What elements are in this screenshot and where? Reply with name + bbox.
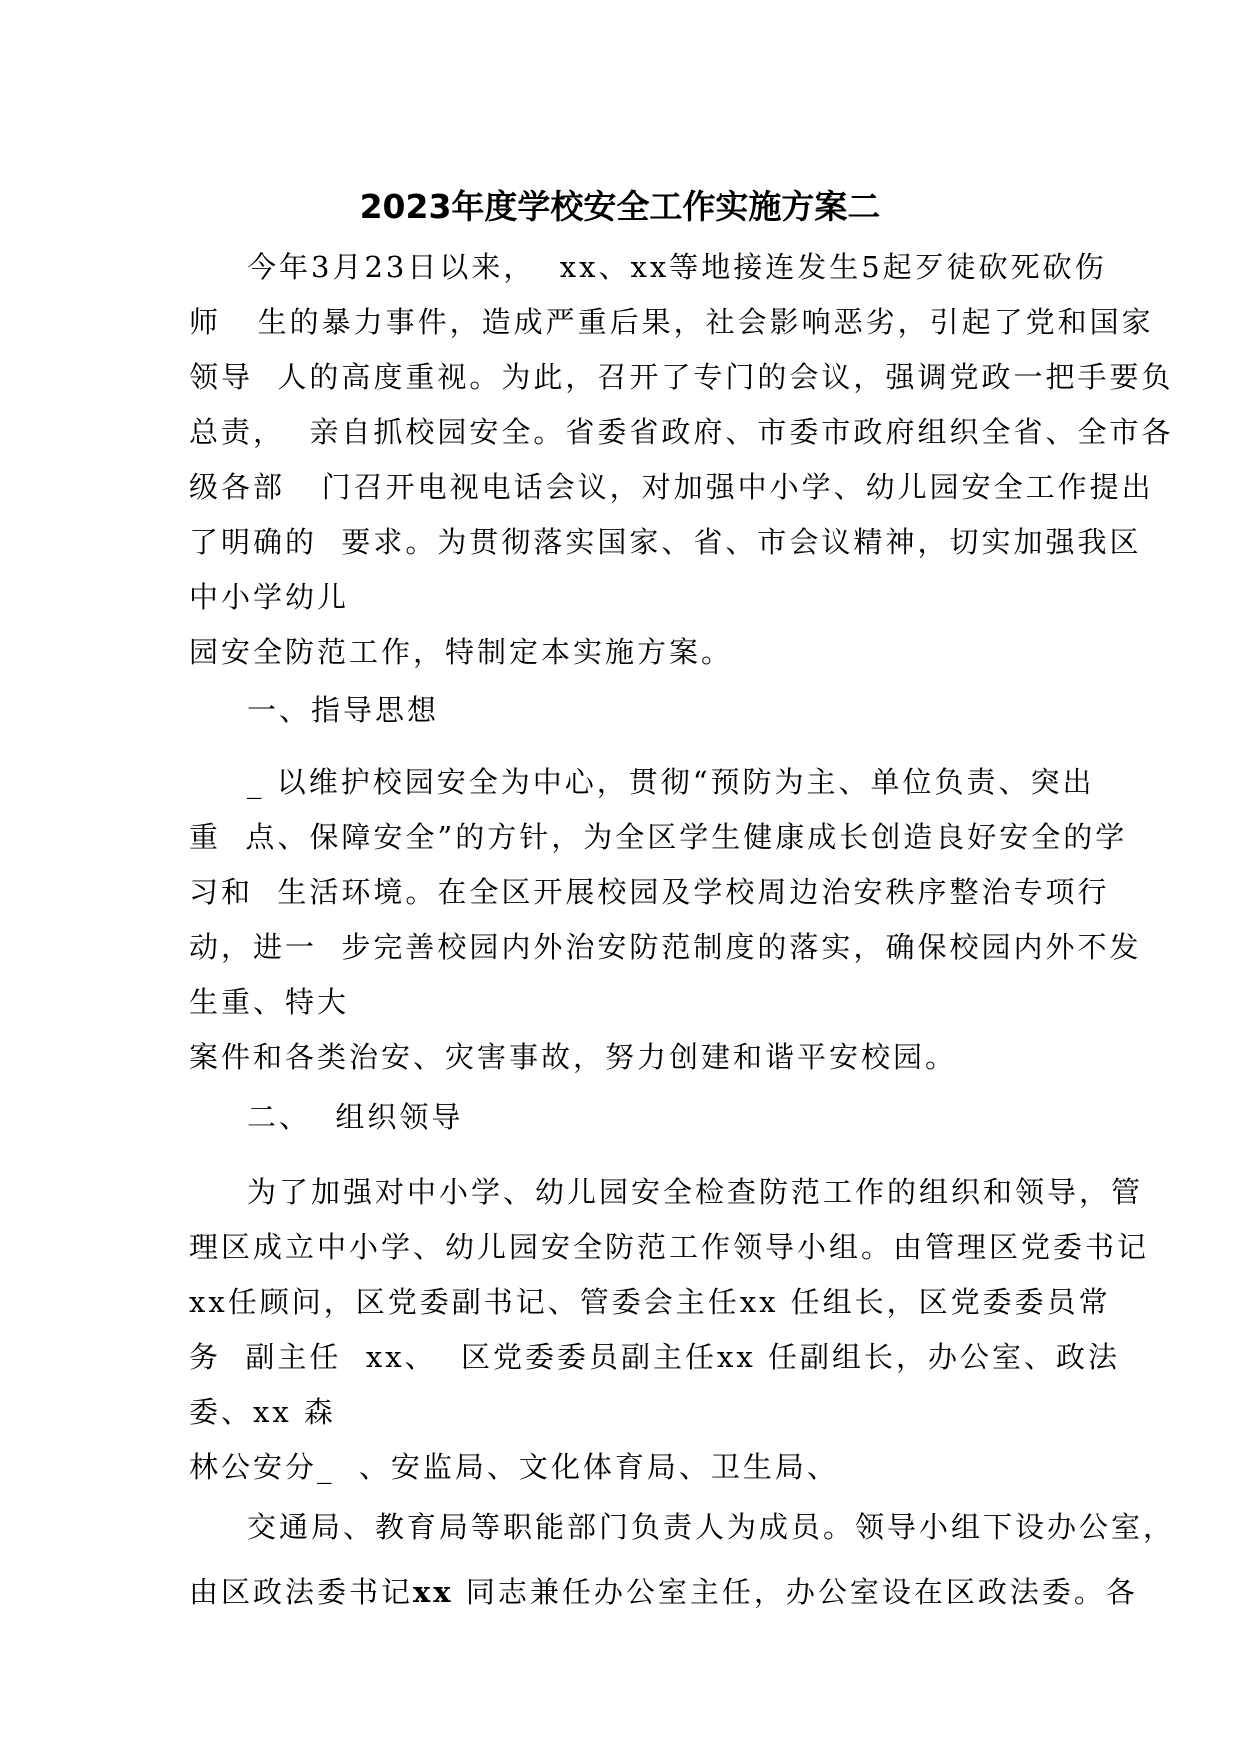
paragraph-line: 重 点、保障安全”的方针，为全区学生健康成长创造良好安全的学 [189,820,1128,854]
paragraph-line [189,1570,1138,1614]
paragraph-line: 今年3月23日以来， xx、xx等地接连发生5起歹徒砍死砍伤 [247,250,1107,284]
paragraph-line: 务 副主任 xx、 区党委委员副主任xx 任副组长，办公室、政法 [189,1340,1120,1374]
document-title: 2023年度学校安全工作实施方案二 [359,187,881,226]
paragraph-line: 交通局、教育局等职能部门负责人为成员。领导小组下设办公室， [247,1510,1176,1544]
paragraph-line: _ 以维护校园安全为中心，贯彻“预防为主、单位负责、突出 [247,765,1095,799]
paragraph-line: 案件和各类治安、灾害事故，努力创建和谐平安校园。 [189,1040,958,1074]
paragraph-line: 师 生的暴力事件，造成严重后果，社会影响恶劣，引起了党和国家 [189,305,1154,339]
paragraph-line: 习和 生活环境。在全区开展校园及学校周边治安秩序整治专项行 [189,875,1110,909]
paragraph-line: 中小学幼儿 [189,580,350,614]
section-heading-organization: 二、 组织领导 [247,1100,464,1134]
paragraph-line: 总责， 亲自抓校园安全。省委省政府、市委市政府组织全省、全市各 [189,415,1174,449]
paragraph-line: xx任顾问，区党委副书记、管委会主任xx 任组长，区党委委员常 [189,1285,1111,1319]
paragraph-line: 委、xx 森 [189,1395,336,1429]
paragraph-line: 为了加强对中小学、幼儿园安全检查防范工作的组织和领导，管 [247,1175,1144,1209]
paragraph-line: 林公安分_ 、安监局、文化体育局、卫生局、 [189,1450,839,1484]
paragraph-text: 同志兼任办公室主任，办公室设在区政法委。各 [453,1575,1138,1609]
paragraph-line: 了明确的 要求。为贯彻落实国家、省、市会议精神，切实加强我区 [189,525,1142,559]
paragraph-line: 级各部 门召开电视电话会议，对加强中小学、幼儿园安全工作提出 [189,470,1154,504]
paragraph-text: 由区政法委书记 [189,1575,414,1609]
section-heading-guiding-ideology: 一、指导思想 [247,693,440,727]
paragraph-line: 园安全防范工作，特制定本实施方案。 [189,635,734,669]
paragraph-line: 理区成立中小学、幼儿园安全防范工作领导小组。由管理区党委书记 [189,1230,1150,1264]
paragraph-line: 生重、特大 [189,985,350,1019]
paragraph-line: 动，进一 步完善校园内外治安防范制度的落实，确保校园内外不发 [189,930,1142,964]
bold-name-placeholder: xx [413,1575,454,1609]
paragraph-line: 领导 人的高度重视。为此，召开了专门的会议，强调党政一把手要负 [189,360,1174,394]
